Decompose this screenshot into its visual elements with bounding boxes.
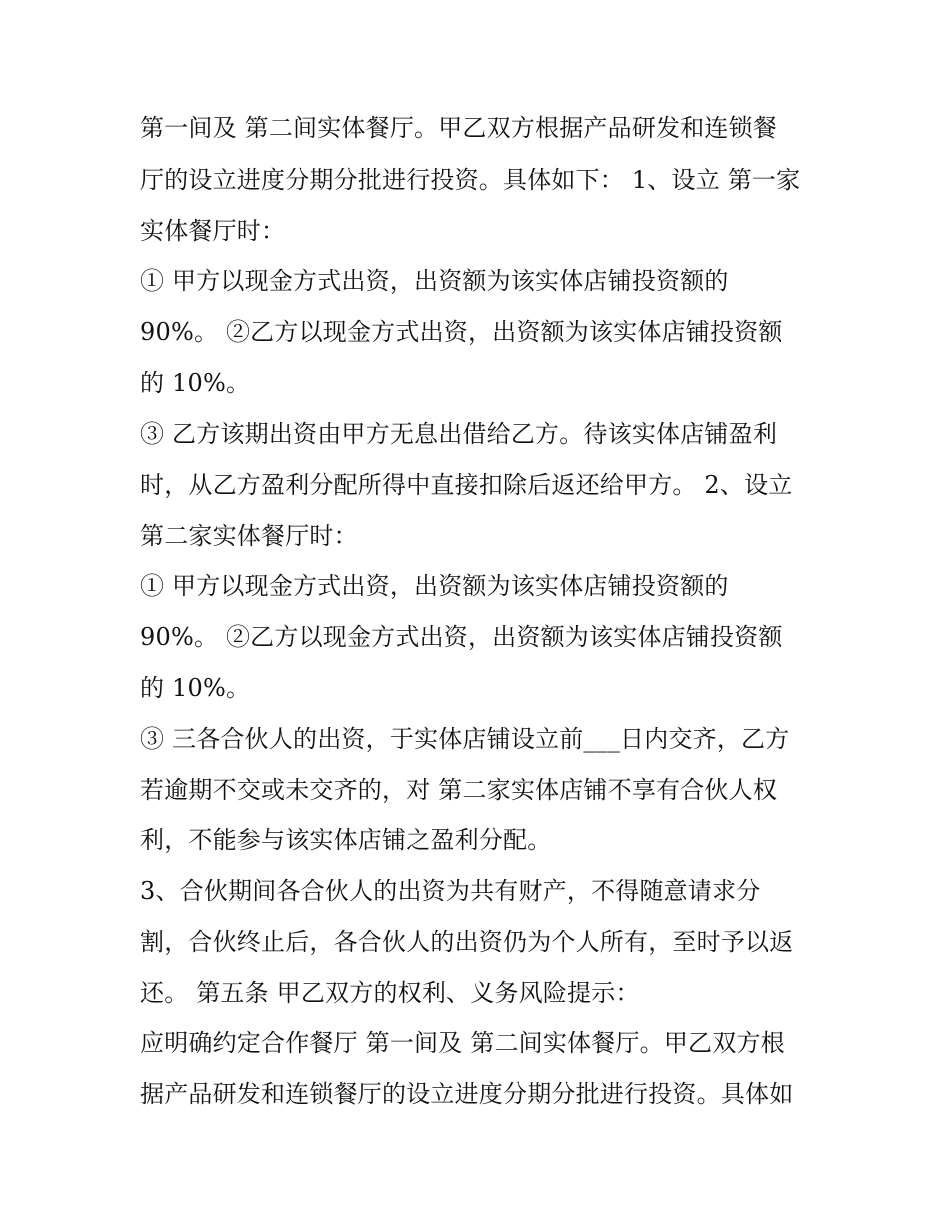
text-line: 90%。 ②乙方以现金方式出资，出资额为该实体店铺投资额: [140, 623, 783, 651]
text-line: 的 10%。: [140, 369, 251, 397]
text-line: ① 甲方以现金方式出资，出资额为该实体店铺投资额的: [140, 267, 729, 295]
text-line: 应明确约定合作餐厅 第一间及 第二间实体餐厅。甲乙双方根: [140, 1029, 785, 1057]
text-line: ③ 乙方该期出资由甲方无息出借给乙方。待该实体店铺盈利: [140, 420, 778, 448]
text-line: 厅的设立进度分期分批进行投资。具体如下： 1、设立 第一家: [140, 166, 801, 194]
text-line: 利，不能参与该实体店铺之盈利分配。: [140, 826, 552, 854]
text-line: 割，合伙终止后，各合伙人的出资仍为个人所有，至时予以返: [140, 928, 794, 956]
text-line: 时，从乙方盈利分配所得中直接扣除后返还给甲方。 2、设立: [140, 471, 793, 499]
text-line: 若逾期不交或未交齐的，对 第二家实体店铺不享有合伙人权: [140, 776, 778, 804]
text-line: 实体餐厅时：: [140, 217, 286, 245]
text-line: 第一间及 第二间实体餐厅。甲乙双方根据产品研发和连锁餐: [140, 114, 778, 142]
text-line: 还。 第五条 甲乙双方的权利、义务风险提示：: [140, 979, 640, 1007]
text-line: 3、合伙期间各合伙人的出资为共有财产，不得随意请求分: [140, 877, 761, 905]
text-line: 第二家实体餐厅时：: [140, 522, 358, 550]
text-line: 90%。 ②乙方以现金方式出资，出资额为该实体店铺投资额: [140, 318, 783, 346]
text-line: 的 10%。: [140, 674, 251, 702]
text-line: 据产品研发和连锁餐厅的设立进度分期分批进行投资。具体如: [140, 1080, 794, 1108]
text-line: ① 甲方以现金方式出资，出资额为该实体店铺投资额的: [140, 572, 729, 600]
text-line: ③ 三各合伙人的出资，于实体店铺设立前___日内交齐，乙方: [140, 725, 790, 753]
